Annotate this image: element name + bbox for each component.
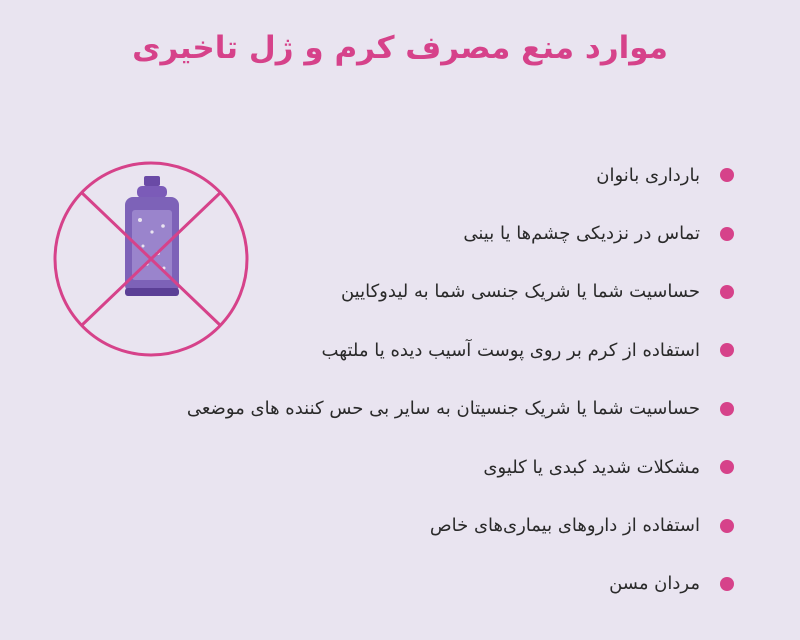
list-item xyxy=(74,438,734,496)
list-item xyxy=(74,555,734,613)
list-item-text: استفاده از داروهای بیماری‌های خاص xyxy=(429,515,700,537)
bullet-icon xyxy=(720,460,734,474)
list-item xyxy=(74,263,734,321)
list-item-text: حساسیت شما یا شریک جنسیتان به سایر بی حس کننده های موضعی xyxy=(186,398,700,420)
list-item xyxy=(74,496,734,554)
list-item xyxy=(74,146,734,204)
list-item xyxy=(74,321,734,379)
bullet-icon xyxy=(720,343,734,357)
bullet-icon xyxy=(720,227,734,241)
list-item xyxy=(74,380,734,438)
list-item-text: استفاده از کرم بر روی پوست آسیب دیده یا ملتهب xyxy=(321,339,700,361)
contraindications-list xyxy=(74,146,734,613)
list-item-text: تماس در نزدیکی چشم‌ها یا بینی xyxy=(463,223,700,245)
bullet-icon xyxy=(720,577,734,591)
list-item-text: بارداری بانوان xyxy=(596,164,700,186)
list-item xyxy=(74,204,734,262)
bullet-icon xyxy=(720,285,734,299)
bullet-icon xyxy=(720,519,734,533)
bullet-icon xyxy=(720,168,734,182)
list-item-text: مردان مسن xyxy=(609,573,700,595)
bullet-icon xyxy=(720,402,734,416)
list-item-text: مشکلات شدید کبدی یا کلیوی xyxy=(483,456,700,478)
page-title: موارد منع مصرف کرم و ژل تاخیری xyxy=(132,30,668,66)
list-item-text: حساسیت شما یا شریک جنسی شما به لیدوکایین xyxy=(340,281,700,303)
